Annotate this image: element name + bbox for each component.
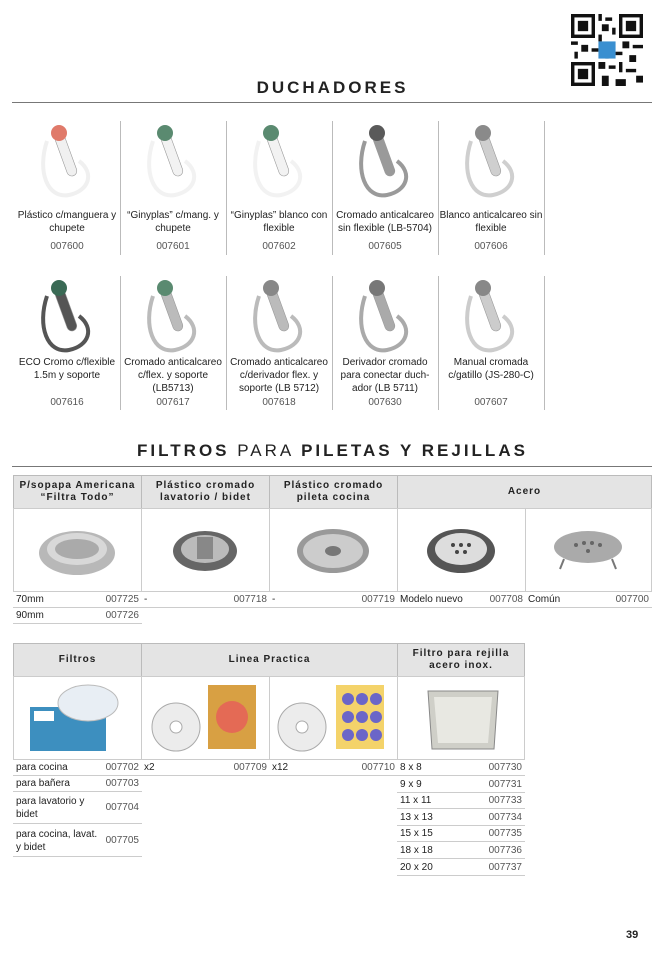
white-hose-shower-icon: [17, 121, 123, 207]
image-cell: [141, 508, 270, 592]
header-sopapa: P/sopapa Americana “Filtra Todo”: [13, 475, 142, 509]
chrome-diverter-shower-icon: [229, 276, 335, 362]
table-row: x2 007709: [141, 760, 270, 776]
table-row: para cocina 007702: [13, 760, 142, 776]
table-row: - 007718: [141, 592, 270, 608]
table-row: para cocina, lavat. y bidet 007705: [13, 825, 142, 857]
ginyplas-white-shower-icon: [229, 121, 335, 207]
product-cell: [120, 276, 226, 416]
product-code: 007630: [368, 397, 402, 408]
table-row: 20 x 20 007737: [397, 860, 525, 876]
chrome-bracket-shower-icon: [123, 276, 229, 362]
ginyplas-shower-icon: [123, 121, 229, 207]
product-code: 007618: [262, 397, 296, 408]
diverter-valve-icon: [335, 276, 441, 362]
product-cell: [226, 276, 332, 416]
filter-package-image: [14, 677, 141, 759]
sink-strainer-image: [270, 509, 397, 591]
product-code: 007605: [368, 241, 402, 252]
product-code: 007600: [50, 241, 84, 252]
header-lavatorio: Plástico cromado lavatorio / bidet: [141, 475, 270, 509]
column-divider: [544, 276, 545, 410]
product-code: 007602: [262, 241, 296, 252]
product-code: 007607: [474, 397, 508, 408]
product-name: Derivador cromado para conectar duch-ador (LB 5711): [340, 357, 430, 394]
page-number: 39: [626, 929, 639, 941]
product-name: Blanco anticalcareo sin flexible: [439, 210, 543, 234]
white-chrome-shower-icon: [441, 121, 547, 207]
chrome-strainer-image: [142, 509, 269, 591]
section-divider: [12, 466, 652, 467]
table-row: 11 x 11 007733: [397, 793, 525, 809]
table-row: para lavatorio y bidet 007704: [13, 792, 142, 824]
table-row: x12 007710: [269, 760, 398, 776]
chrome-shower-icon: [335, 121, 441, 207]
product-name: Cromado anticalcareo sin flexible (LB-5704): [336, 210, 434, 234]
product-code: 007601: [156, 241, 190, 252]
table-row: para bañera 007703: [13, 776, 142, 792]
product-name: Plástico c/manguera y chupete: [17, 210, 117, 234]
eco-chrome-shower-icon: [17, 276, 123, 362]
section-title-filtros: FILTROS PARA PILETAS Y REJILLAS: [137, 441, 528, 460]
flat-strainer-image: [526, 509, 651, 591]
table-row: Común 007700: [525, 592, 652, 608]
column-divider: [544, 121, 545, 255]
product-code: 007617: [156, 397, 190, 408]
linea-practica-x12-image: [270, 677, 397, 759]
image-cell: [141, 676, 270, 760]
header-pileta: Plástico cromado pileta cocina: [269, 475, 398, 509]
product-name: Manual cromada c/gatillo (JS-280-C): [448, 357, 534, 381]
product-cell: [226, 121, 332, 261]
product-code: 007606: [474, 241, 508, 252]
table-row: 9 x 9 007731: [397, 777, 525, 793]
table-row: Modelo nuevo 007708: [397, 592, 526, 608]
table-row: 8 x 8 007730: [397, 760, 525, 776]
section-divider: [12, 102, 652, 103]
image-cell: [13, 676, 142, 760]
image-cell: [269, 508, 398, 592]
product-name: Cromado anticalcareo c/flex. y soporte (LB5713): [124, 357, 222, 394]
table-row: 15 x 15 007735: [397, 826, 525, 842]
table-row: 18 x 18 007736: [397, 843, 525, 859]
product-cell: [438, 121, 544, 261]
table-row: - 007719: [269, 592, 398, 608]
section-title-duchadores: DUCHADORES: [256, 78, 409, 97]
image-cell: [397, 676, 525, 760]
steel-grate-image: [398, 677, 524, 759]
product-code: 007616: [50, 397, 84, 408]
product-name: “Ginyplas” blanco con flexible: [230, 210, 328, 234]
product-name: Cromado anticalcareo c/derivador flex. y soporte (LB 5712): [230, 357, 328, 394]
steel-strainer-image: [398, 509, 525, 591]
image-cell: [13, 508, 142, 592]
linea-practica-x2-image: [142, 677, 269, 759]
trigger-shower-icon: [441, 276, 547, 362]
product-name: ECO Cromo c/flexible 1.5m y soporte: [18, 357, 116, 381]
table-row: 13 x 13 007734: [397, 810, 525, 826]
product-cell: [14, 276, 120, 416]
table-row: 70mm 007725: [13, 592, 142, 608]
table-row: 90mm 007726: [13, 608, 142, 624]
product-name: “Ginyplas” c/mang. y chupete: [127, 210, 219, 234]
strainer-basket-image: [14, 509, 141, 591]
image-cell: [397, 508, 526, 592]
product-cell: [438, 276, 544, 416]
header-filtros: Filtros: [13, 643, 142, 677]
product-cell: [120, 121, 226, 261]
header-rejilla: Filtro para rejilla acero inox.: [397, 643, 525, 677]
product-cell: [14, 121, 120, 261]
image-cell: [269, 676, 398, 760]
image-cell: [525, 508, 652, 592]
header-acero: Acero: [397, 475, 652, 509]
qr-code: [571, 14, 643, 86]
header-linea-practica: Linea Practica: [141, 643, 398, 677]
product-cell: [332, 276, 438, 416]
product-cell: [332, 121, 438, 261]
